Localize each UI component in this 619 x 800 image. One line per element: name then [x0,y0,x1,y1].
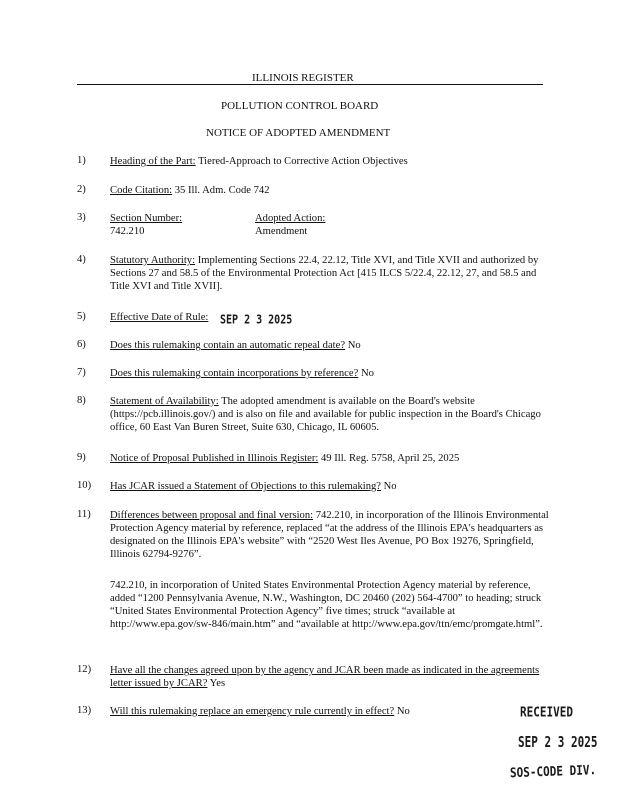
effective-date-label: Effective Date of Rule: [110,312,209,323]
item-label: Differences between proposal and final version: [110,510,314,521]
item-label: Statutory Authority: [110,255,196,266]
received-stamp-division: SOS-CODE DIV. [509,762,597,781]
item-code-citation [110,184,550,197]
item-heading [110,155,550,168]
adopted-action-label: Adopted Action: [255,213,326,224]
item-number: 2) [77,184,86,195]
item-text: No [396,706,410,717]
effective-date-stamp: SEP 2 3 2025 [220,313,293,328]
item-text: No [360,368,374,379]
item-text: No [347,340,361,351]
item-text: No [383,481,397,492]
item-number: 12) [77,664,92,675]
item-differences-paragraph-2: 742.210, in incorporation of United States Environmental Protection Agency material by reference, added “1200 Pennsylvania Avenue, N.W., Washington, DC 20460 (202) 564-4700” to heading; struck “United States Environmental Protection Agency” five times; struck “available at http://www.epa.gov/sw-846/main.htm” and “available at http://www.epa.gov/ttn/emc/promgate.html”. [110,580,543,630]
item-label: Does this rulemaking contain an automatic repeal date? [110,340,346,351]
item-text: 742.210, in incorporation of the Illinois Environmental Protection Agency material by reference, replaced “at the address of the Illinois EPA's headquarters as designated on the Illinois EPA's website” with “2520 West Iles Avenue, PO Box 19276, Springfield, Illinois 62794-9276”. [110,510,549,560]
item-number: 7) [77,367,86,378]
item-label: Heading of the Part: [110,156,196,167]
item-number: 3) [77,212,86,223]
item-notice-of-proposal [110,452,550,465]
item-number: 6) [77,339,86,350]
item-text: 35 Ill. Adm. Code 742 [174,185,270,196]
item-text: Yes [209,678,226,689]
adopted-action-value: Amendment [255,226,308,237]
received-stamp-title: RECEIVED [520,704,573,721]
item-label: Code Citation: [110,185,173,196]
section-number-label: Section Number: [110,213,183,224]
item-jcar-agreements [110,664,550,690]
item-label: Will this rulemaking replace an emergency rule currently in effect? [110,706,395,717]
item-statutory-authority [110,254,550,293]
item-repeal-date [110,339,550,352]
register-title: ILLINOIS REGISTER [252,72,354,84]
item-label: Does this rulemaking contain incorporations by reference? [110,368,359,379]
item-number: 8) [77,395,86,406]
item-jcar-objections [110,480,550,493]
item-availability [110,395,550,434]
item-label: Has JCAR issued a Statement of Objections to this rulemaking? [110,481,381,492]
notice-title: NOTICE OF ADOPTED AMENDMENT [206,127,391,139]
item-incorporations [110,367,550,380]
item-number: 4) [77,254,86,265]
item-text: The adopted amendment is available on the Board's website (https://pcb.illinois.gov/) and is also on file and available for public inspection in the Board's Chicago office, 60 East Van Buren Street, Suite 630, Chicago, IL 60605. [110,396,541,433]
item-number: 5) [77,311,86,322]
item-text: Tiered-Approach to Corrective Action Objectives [198,156,408,167]
item-number: 11) [77,509,91,520]
item-emergency-rule [110,705,550,718]
item-label: Statement of Availability: [110,396,219,407]
item-differences [110,509,550,561]
item-text: Implementing Sections 22.4, 22.12, Title XVI, and Title XVII and authorized by Sections 27 and 58.5 of the Environmental Protection Act [415 ILCS 5/22.4, 22.12, 27, and 58.5 and Title XVI and Title XVII]. [110,255,539,292]
board-title: POLLUTION CONTROL BOARD [221,100,379,112]
received-stamp-date: SEP 2 3 2025 [518,733,598,752]
header-rule [77,84,543,85]
item-number: 13) [77,705,92,716]
section-number-value: 742.210 [110,226,145,237]
item-number: 9) [77,452,86,463]
item-text: 49 Ill. Reg. 5758, April 25, 2025 [320,453,460,464]
item-number: 10) [77,480,92,491]
item-label: Notice of Proposal Published in Illinois Register: [110,453,319,464]
item-label: Have all the changes agreed upon by the agency and JCAR been made as indicated in the agreements letter issued by JCAR? [110,665,540,689]
item-number: 1) [77,155,86,166]
